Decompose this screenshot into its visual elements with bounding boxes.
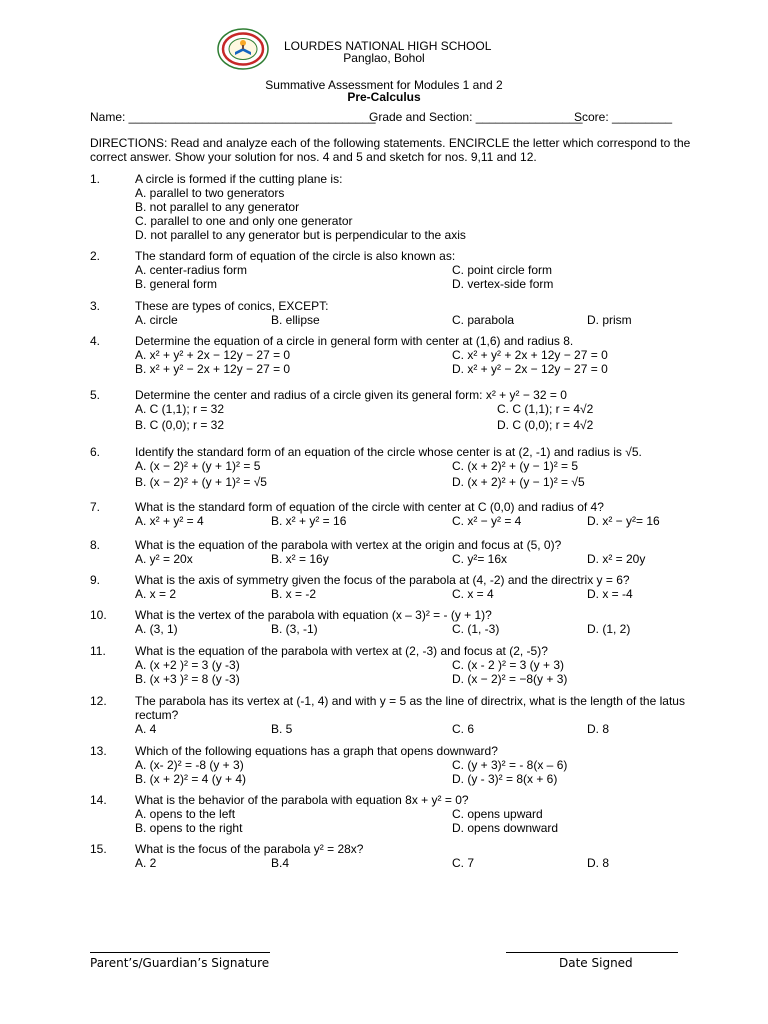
answer-choice[interactable]: C. (x + 2)² + (y − 1)² = 5 <box>452 459 579 473</box>
answer-choice[interactable]: A. x² + y² + 2x − 12y − 27 = 0 <box>135 348 291 362</box>
answer-choice[interactable]: D. x² = 20y <box>587 552 646 566</box>
answer-choice[interactable]: A. (3, 1) <box>135 622 178 636</box>
answer-choice[interactable]: A. 4 <box>135 722 157 736</box>
question-number: 7. <box>90 500 101 514</box>
answer-choice[interactable]: D. 8 <box>587 722 610 736</box>
question-number: 13. <box>90 744 107 758</box>
answer-choice[interactable]: B. (x +3 )² = 8 (y -3) <box>135 672 240 686</box>
grade-section-field-line: Grade and Section: ________________ <box>369 110 583 124</box>
answer-choice[interactable]: B. (x − 2)² + (y + 1)² = √5 <box>135 475 267 489</box>
question-stem: Determine the equation of a circle in general form with center at (1,6) and radius 8. <box>135 334 574 348</box>
answer-choice[interactable]: D. (x + 2)² + (y − 1)² = √5 <box>452 475 585 489</box>
answer-choice[interactable]: D. prism <box>587 313 632 327</box>
answer-choice[interactable]: D. x² + y² − 2x − 12y − 27 = 0 <box>452 362 608 376</box>
answer-choice[interactable]: C. y²= 16x <box>452 552 508 566</box>
parent-signature-label: Parent’s/Guardian’s Signature <box>90 956 270 970</box>
question-stem: What is the focus of the parabola y² = 28x? <box>135 842 364 856</box>
question-number: 5. <box>90 388 101 402</box>
answer-choice[interactable]: A. (x- 2)² = -8 (y + 3) <box>135 758 244 772</box>
assessment-title: Summative Assessment for Modules 1 and 2 <box>265 78 503 92</box>
question-number: 6. <box>90 445 101 459</box>
question-stem: The standard form of equation of the circle is also known as: <box>135 249 456 263</box>
answer-choice[interactable]: C. parabola <box>452 313 515 327</box>
answer-choice[interactable]: D. x² − y²= 16 <box>587 514 660 528</box>
subject-title: Pre-Calculus <box>347 90 421 104</box>
answer-choice[interactable]: B. not parallel to any generator <box>135 200 300 214</box>
directions-line-2: correct answer. Show your solution for nos. 4 and 5 and sketch for nos. 9,11 and 12. <box>90 150 537 164</box>
question-stem: A circle is formed if the cutting plane is: <box>135 172 343 186</box>
score-field-line: Score: _________ <box>574 110 673 124</box>
answer-choice[interactable]: C. x² + y² + 2x + 12y − 27 = 0 <box>452 348 608 362</box>
question-number: 10. <box>90 608 107 622</box>
answer-choice[interactable]: C. parallel to one and only one generator <box>135 214 353 228</box>
answer-choice[interactable]: B. (3, -1) <box>271 622 318 636</box>
answer-choice[interactable]: B. (x + 2)² = 4 (y + 4) <box>135 772 247 786</box>
answer-choice[interactable]: D. 8 <box>587 856 610 870</box>
date-signed-line <box>506 952 678 953</box>
answer-choice[interactable]: A. circle <box>135 313 178 327</box>
question-number: 11. <box>90 644 106 658</box>
question-number: 12. <box>90 694 107 708</box>
question-number: 2. <box>90 249 101 263</box>
question-stem: What is the standard form of equation of the circle with center at C (0,0) and radius of 4? <box>135 500 604 514</box>
answer-choice[interactable]: A. 2 <box>135 856 157 870</box>
answer-choice[interactable]: D. (x − 2)² = −8(y + 3) <box>452 672 568 686</box>
directions-line-1: DIRECTIONS: Read and analyze each of the following statements. ENCIRCLE the letter which correspond to the <box>90 136 691 150</box>
question-stem: rectum? <box>135 708 179 722</box>
parent-signature-line <box>90 952 270 953</box>
school-location: Panglao, Bohol <box>343 51 425 65</box>
question-stem: Identify the standard form of an equation of the circle whose center is at (2, -1) and radius is √5. <box>135 445 642 459</box>
date-signed-label: Date Signed <box>559 956 633 970</box>
question-stem: What is the equation of the parabola with vertex at (2, -3) and focus at (2, -5)? <box>135 644 548 658</box>
question-number: 8. <box>90 538 101 552</box>
question-stem: The parabola has its vertex at (-1, 4) and with y = 5 as the line of directrix, what is the length of the latus <box>135 694 685 708</box>
question-number: 14. <box>90 793 107 807</box>
answer-choice[interactable]: B. opens to the right <box>135 821 243 835</box>
question-stem: What is the behavior of the parabola with equation 8x + y² = 0? <box>135 793 469 807</box>
answer-choice[interactable]: C. 6 <box>452 722 475 736</box>
answer-choice[interactable]: C. opens upward <box>452 807 543 821</box>
question-stem: Which of the following equations has a graph that opens downward? <box>135 744 498 758</box>
answer-choice[interactable]: D. opens downward <box>452 821 559 835</box>
question-stem: Determine the center and radius of a circle given its general form: x² + y² − 32 = 0 <box>135 388 567 402</box>
answer-choice[interactable]: B. ellipse <box>271 313 320 327</box>
answer-choice[interactable]: B. x = -2 <box>271 587 317 601</box>
question-stem: What is the vertex of the parabola with equation (x – 3)² = - (y + 1)? <box>135 608 492 622</box>
answer-choice[interactable]: D. x = -4 <box>587 587 633 601</box>
answer-choice[interactable]: A. C (1,1); r = 32 <box>135 402 225 416</box>
answer-choice[interactable]: B. x² + y² − 2x + 12y − 27 = 0 <box>135 362 291 376</box>
answer-choice[interactable]: A. center-radius form <box>135 263 248 277</box>
question-number: 1. <box>90 172 101 186</box>
answer-choice[interactable]: B. 5 <box>271 722 293 736</box>
answer-choice[interactable]: B. x² + y² = 16 <box>271 514 347 528</box>
question-stem: What is the axis of symmetry given the focus of the parabola at (4, -2) and the directrix y = 6? <box>135 573 630 587</box>
answer-choice[interactable]: D. (1, 2) <box>587 622 631 636</box>
answer-choice[interactable]: D. not parallel to any generator but is perpendicular to the axis <box>135 228 466 242</box>
answer-choice[interactable]: C. x² − y² = 4 <box>452 514 522 528</box>
answer-choice[interactable]: C. point circle form <box>452 263 553 277</box>
answer-choice[interactable]: B. x² = 16y <box>271 552 329 566</box>
answer-choice[interactable]: C. x = 4 <box>452 587 494 601</box>
school-seal-logo <box>217 28 269 70</box>
answer-choice[interactable]: C. (y + 3)² = - 8(x – 6) <box>452 758 568 772</box>
answer-choice[interactable]: D. vertex-side form <box>452 277 554 291</box>
answer-choice[interactable]: A. (x − 2)² + (y + 1)² = 5 <box>135 459 261 473</box>
answer-choice[interactable]: A. x² + y² = 4 <box>135 514 204 528</box>
answer-choice[interactable]: B.4 <box>271 856 290 870</box>
answer-choice[interactable]: B. C (0,0); r = 32 <box>135 418 225 432</box>
name-field-line: Name: _____________________________________ <box>90 110 376 124</box>
question-number: 9. <box>90 573 101 587</box>
answer-choice[interactable]: B. general form <box>135 277 218 291</box>
question-number: 4. <box>90 334 101 348</box>
answer-choice[interactable]: D. (y - 3)² = 8(x + 6) <box>452 772 558 786</box>
answer-choice[interactable]: C. 7 <box>452 856 475 870</box>
school-name: LOURDES NATIONAL HIGH SCHOOL <box>284 39 492 53</box>
answer-choice[interactable]: A. y² = 20x <box>135 552 193 566</box>
question-number: 15. <box>90 842 107 856</box>
answer-choice[interactable]: A. parallel to two generators <box>135 186 285 200</box>
question-number: 3. <box>90 299 101 313</box>
answer-choice[interactable]: D. C (0,0); r = 4√2 <box>497 418 594 432</box>
answer-choice[interactable]: A. opens to the left <box>135 807 236 821</box>
answer-choice[interactable]: C. (1, -3) <box>452 622 500 636</box>
answer-choice[interactable]: A. (x +2 )² = 3 (y -3) <box>135 658 240 672</box>
question-stem: These are types of conics, EXCEPT: <box>135 299 329 313</box>
answer-choice[interactable]: A. x = 2 <box>135 587 177 601</box>
question-stem: What is the equation of the parabola with vertex at the origin and focus at (5, 0)? <box>135 538 562 552</box>
answer-choice[interactable]: C. (x - 2 )² = 3 (y + 3) <box>452 658 565 672</box>
answer-choice[interactable]: C. C (1,1); r = 4√2 <box>497 402 594 416</box>
